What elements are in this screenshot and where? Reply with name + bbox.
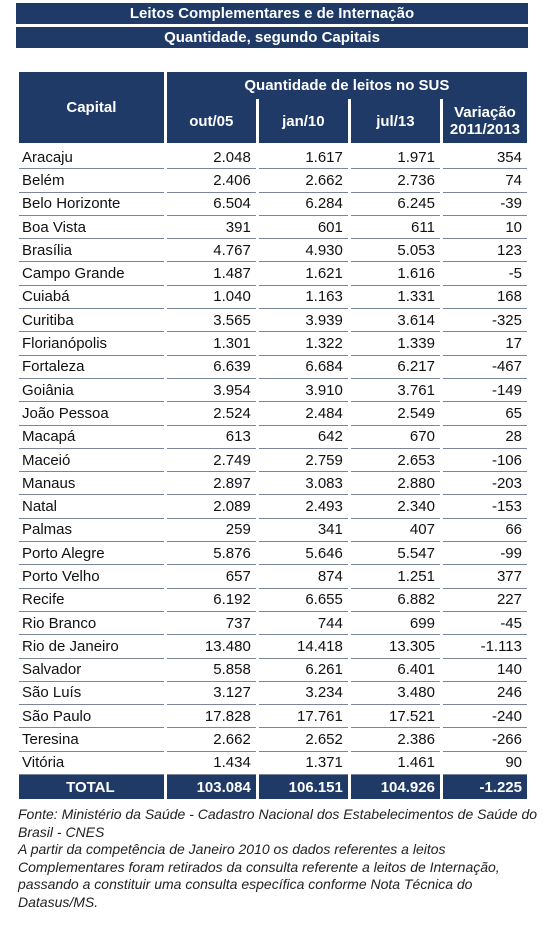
jul13-cell: 1.616 <box>351 262 440 285</box>
out05-cell: 2.749 <box>167 449 256 472</box>
table-row <box>19 356 527 379</box>
out05-cell: 613 <box>167 426 256 449</box>
table-row <box>19 193 527 216</box>
jan10-cell: 6.684 <box>259 356 348 379</box>
jan10-cell: 17.761 <box>259 705 348 728</box>
jul13-cell: 1.461 <box>351 752 440 775</box>
variation-cell: -240 <box>443 705 527 728</box>
jul13-cell: 5.053 <box>351 239 440 262</box>
jul13-cell: 2.340 <box>351 495 440 518</box>
table-row <box>19 262 527 285</box>
variation-cell: -153 <box>443 495 527 518</box>
column-header-out05: out/05 <box>167 99 256 143</box>
table-row <box>19 752 527 775</box>
table-row <box>19 449 527 472</box>
jan10-cell: 5.646 <box>259 542 348 565</box>
table-row <box>19 682 527 705</box>
jul13-cell: 3.761 <box>351 379 440 402</box>
jul13-cell: 2.549 <box>351 402 440 425</box>
capital-cell: Cuiabá <box>19 286 164 309</box>
table-row <box>19 728 527 751</box>
table-row <box>19 495 527 518</box>
total-jan10: 106.151 <box>259 775 348 799</box>
total-jul13: 104.926 <box>351 775 440 799</box>
capital-cell: Salvador <box>19 659 164 682</box>
variation-cell: 227 <box>443 589 527 612</box>
out05-cell: 3.954 <box>167 379 256 402</box>
out05-cell: 6.504 <box>167 193 256 216</box>
out05-cell: 2.048 <box>167 146 256 169</box>
table-row <box>19 216 527 239</box>
jul13-cell: 6.882 <box>351 589 440 612</box>
remark-note: A partir da competência de Janeiro 2010 os dados referentes a leitos Complementares foram retirados da consulta referente a leitos de Internação, passando a constituir uma consulta específica conforme Nota Técnica do Datasus/MS. <box>18 841 500 910</box>
table-title: Leitos Complementares e de Internação <box>16 3 528 24</box>
table-row <box>19 169 527 192</box>
capital-cell: Rio Branco <box>19 612 164 635</box>
variation-cell: -106 <box>443 449 527 472</box>
jul13-cell: 3.480 <box>351 682 440 705</box>
out05-cell: 1.301 <box>167 332 256 355</box>
jul13-cell: 6.401 <box>351 659 440 682</box>
jul13-cell: 6.217 <box>351 356 440 379</box>
variation-cell: -99 <box>443 542 527 565</box>
jan10-cell: 3.939 <box>259 309 348 332</box>
total-label: TOTAL <box>19 775 164 799</box>
capital-cell: Aracaju <box>19 146 164 169</box>
out05-cell: 2.524 <box>167 402 256 425</box>
jan10-cell: 601 <box>259 216 348 239</box>
jan10-cell: 6.284 <box>259 193 348 216</box>
capital-cell: Recife <box>19 589 164 612</box>
variation-cell: 65 <box>443 402 527 425</box>
jan10-cell: 1.371 <box>259 752 348 775</box>
table-row <box>19 589 527 612</box>
jan10-cell: 2.662 <box>259 169 348 192</box>
table-row <box>19 426 527 449</box>
variation-cell: 17 <box>443 332 527 355</box>
jan10-cell: 3.234 <box>259 682 348 705</box>
jan10-cell: 3.083 <box>259 472 348 495</box>
variation-cell: 28 <box>443 426 527 449</box>
variation-cell: 168 <box>443 286 527 309</box>
capital-cell: Fortaleza <box>19 356 164 379</box>
jan10-cell: 642 <box>259 426 348 449</box>
jul13-cell: 17.521 <box>351 705 440 728</box>
capital-cell: Macapá <box>19 426 164 449</box>
variation-cell: -203 <box>443 472 527 495</box>
out05-cell: 737 <box>167 612 256 635</box>
table-row <box>19 332 527 355</box>
total-out05: 103.084 <box>167 775 256 799</box>
capital-cell: Boa Vista <box>19 216 164 239</box>
jan10-cell: 6.655 <box>259 589 348 612</box>
capital-cell: São Luís <box>19 682 164 705</box>
table-row <box>19 239 527 262</box>
capital-cell: São Paulo <box>19 705 164 728</box>
table-row <box>19 472 527 495</box>
out05-cell: 17.828 <box>167 705 256 728</box>
total-row <box>19 775 527 799</box>
capital-cell: Florianópolis <box>19 332 164 355</box>
capital-cell: Belém <box>19 169 164 192</box>
variation-cell: 66 <box>443 519 527 542</box>
jul13-cell: 699 <box>351 612 440 635</box>
variation-cell: -39 <box>443 193 527 216</box>
out05-cell: 1.040 <box>167 286 256 309</box>
variation-cell: 354 <box>443 146 527 169</box>
table-row <box>19 519 527 542</box>
variation-cell: 90 <box>443 752 527 775</box>
jul13-cell: 1.331 <box>351 286 440 309</box>
table-row <box>19 659 527 682</box>
jul13-cell: 2.386 <box>351 728 440 751</box>
capital-cell: Curitiba <box>19 309 164 332</box>
out05-cell: 1.487 <box>167 262 256 285</box>
jan10-cell: 874 <box>259 565 348 588</box>
total-variation: -1.225 <box>443 775 527 799</box>
capital-cell: Manaus <box>19 472 164 495</box>
variation-cell: -1.113 <box>443 635 527 658</box>
capital-cell: Belo Horizonte <box>19 193 164 216</box>
jul13-cell: 5.547 <box>351 542 440 565</box>
variation-cell: 10 <box>443 216 527 239</box>
jan10-cell: 744 <box>259 612 348 635</box>
variation-cell: 74 <box>443 169 527 192</box>
jan10-cell: 3.910 <box>259 379 348 402</box>
out05-cell: 657 <box>167 565 256 588</box>
out05-cell: 6.192 <box>167 589 256 612</box>
jul13-cell: 6.245 <box>351 193 440 216</box>
jan10-cell: 1.322 <box>259 332 348 355</box>
jan10-cell: 2.759 <box>259 449 348 472</box>
column-header-variation: Variação 2011/2013 <box>443 99 527 143</box>
table-row <box>19 705 527 728</box>
capital-cell: Campo Grande <box>19 262 164 285</box>
out05-cell: 2.406 <box>167 169 256 192</box>
jan10-cell: 1.163 <box>259 286 348 309</box>
jan10-cell: 1.617 <box>259 146 348 169</box>
jul13-cell: 670 <box>351 426 440 449</box>
out05-cell: 391 <box>167 216 256 239</box>
capital-cell: João Pessoa <box>19 402 164 425</box>
out05-cell: 5.876 <box>167 542 256 565</box>
variation-cell: 377 <box>443 565 527 588</box>
table-subtitle: Quantidade, segundo Capitais <box>16 27 528 48</box>
capital-cell: Palmas <box>19 519 164 542</box>
variation-cell: -467 <box>443 356 527 379</box>
variation-cell: 123 <box>443 239 527 262</box>
table-row <box>19 612 527 635</box>
jan10-cell: 2.652 <box>259 728 348 751</box>
table-row <box>19 402 527 425</box>
jul13-cell: 1.971 <box>351 146 440 169</box>
out05-cell: 1.434 <box>167 752 256 775</box>
variation-cell: -266 <box>443 728 527 751</box>
out05-cell: 2.662 <box>167 728 256 751</box>
jan10-cell: 6.261 <box>259 659 348 682</box>
jul13-cell: 13.305 <box>351 635 440 658</box>
variation-cell: -5 <box>443 262 527 285</box>
variation-cell: -45 <box>443 612 527 635</box>
table-row <box>19 309 527 332</box>
table-row <box>19 286 527 309</box>
column-header-jan10: jan/10 <box>259 99 348 143</box>
jul13-cell: 611 <box>351 216 440 239</box>
out05-cell: 2.897 <box>167 472 256 495</box>
jan10-cell: 341 <box>259 519 348 542</box>
table-row <box>19 146 527 169</box>
capital-cell: Brasília <box>19 239 164 262</box>
out05-cell: 5.858 <box>167 659 256 682</box>
jul13-cell: 2.736 <box>351 169 440 192</box>
capital-cell: Teresina <box>19 728 164 751</box>
table-row <box>19 565 527 588</box>
out05-cell: 259 <box>167 519 256 542</box>
capital-cell: Porto Alegre <box>19 542 164 565</box>
group-column-header: Quantidade de leitos no SUS <box>167 72 527 99</box>
jul13-cell: 2.880 <box>351 472 440 495</box>
jul13-cell: 1.339 <box>351 332 440 355</box>
jul13-cell: 407 <box>351 519 440 542</box>
column-header-jul13: jul/13 <box>351 99 440 143</box>
jan10-cell: 1.621 <box>259 262 348 285</box>
jul13-cell: 2.653 <box>351 449 440 472</box>
out05-cell: 6.639 <box>167 356 256 379</box>
out05-cell: 2.089 <box>167 495 256 518</box>
table-row <box>19 635 527 658</box>
jan10-cell: 2.493 <box>259 495 348 518</box>
capital-column-header: Capital <box>19 72 164 143</box>
jul13-cell: 3.614 <box>351 309 440 332</box>
jul13-cell: 1.251 <box>351 565 440 588</box>
variation-cell: -325 <box>443 309 527 332</box>
jan10-cell: 2.484 <box>259 402 348 425</box>
table-row <box>19 542 527 565</box>
capital-cell: Goiânia <box>19 379 164 402</box>
source-note: Fonte: Ministério da Saúde - Cadastro Nacional dos Estabelecimentos de Saúde do Brasil - CNES <box>18 806 538 840</box>
jan10-cell: 14.418 <box>259 635 348 658</box>
table-body <box>19 146 527 775</box>
variation-cell: 246 <box>443 682 527 705</box>
capital-cell: Porto Velho <box>19 565 164 588</box>
capital-cell: Natal <box>19 495 164 518</box>
beds-table <box>16 72 530 799</box>
capital-cell: Maceió <box>19 449 164 472</box>
capital-cell: Vitória <box>19 752 164 775</box>
out05-cell: 13.480 <box>167 635 256 658</box>
out05-cell: 3.565 <box>167 309 256 332</box>
footnotes <box>18 806 538 911</box>
out05-cell: 4.767 <box>167 239 256 262</box>
jan10-cell: 4.930 <box>259 239 348 262</box>
capital-cell: Rio de Janeiro <box>19 635 164 658</box>
variation-cell: 140 <box>443 659 527 682</box>
variation-cell: -149 <box>443 379 527 402</box>
table-row <box>19 379 527 402</box>
out05-cell: 3.127 <box>167 682 256 705</box>
